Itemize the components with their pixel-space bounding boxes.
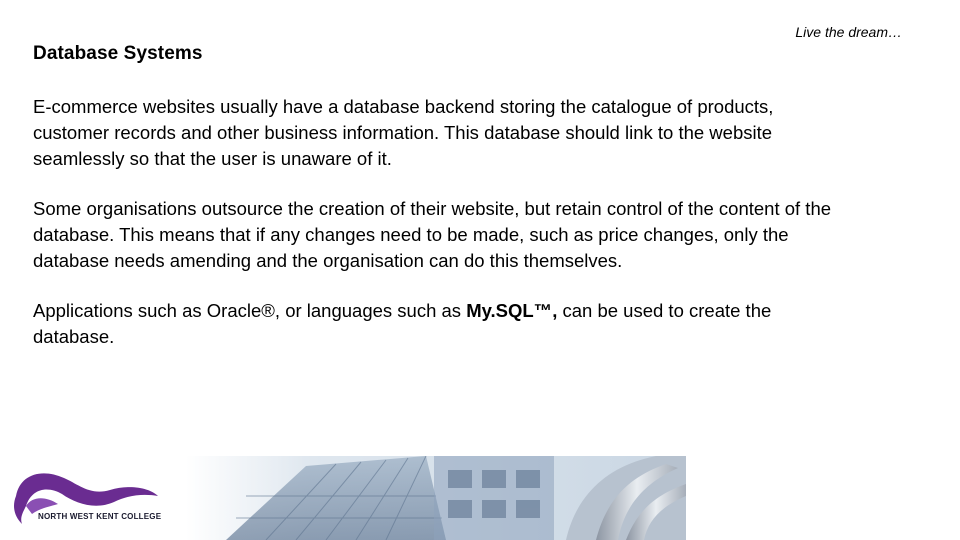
paragraph-applications-end: can be used to create the database.	[33, 300, 772, 347]
slide-body	[33, 94, 843, 374]
building-banner-image	[186, 456, 686, 540]
paragraph-applications-start: Applications such as Oracle®, or languages such as	[33, 300, 467, 321]
mysql-bold-text: My.SQL™,	[466, 300, 558, 321]
paragraph-outsource: Some organisations outsource the creation of their website, but retain control of the content of the database. This means that if any changes need to be made, such as price changes, only the database needs amending and the organisation can do this themselves.	[33, 198, 832, 271]
slide-title: Database Systems	[33, 43, 203, 64]
paragraph-applications	[33, 298, 843, 350]
college-logo-text: NORTH WEST KENT COLLEGE	[38, 512, 162, 521]
slide-tagline: Live the dream…	[795, 24, 902, 40]
paragraph-ecommerce: E-commerce websites usually have a database backend storing the catalogue of products, customer records and other business information. This database should link to the website seamlessly so that the user is unaware of it.	[33, 96, 774, 169]
